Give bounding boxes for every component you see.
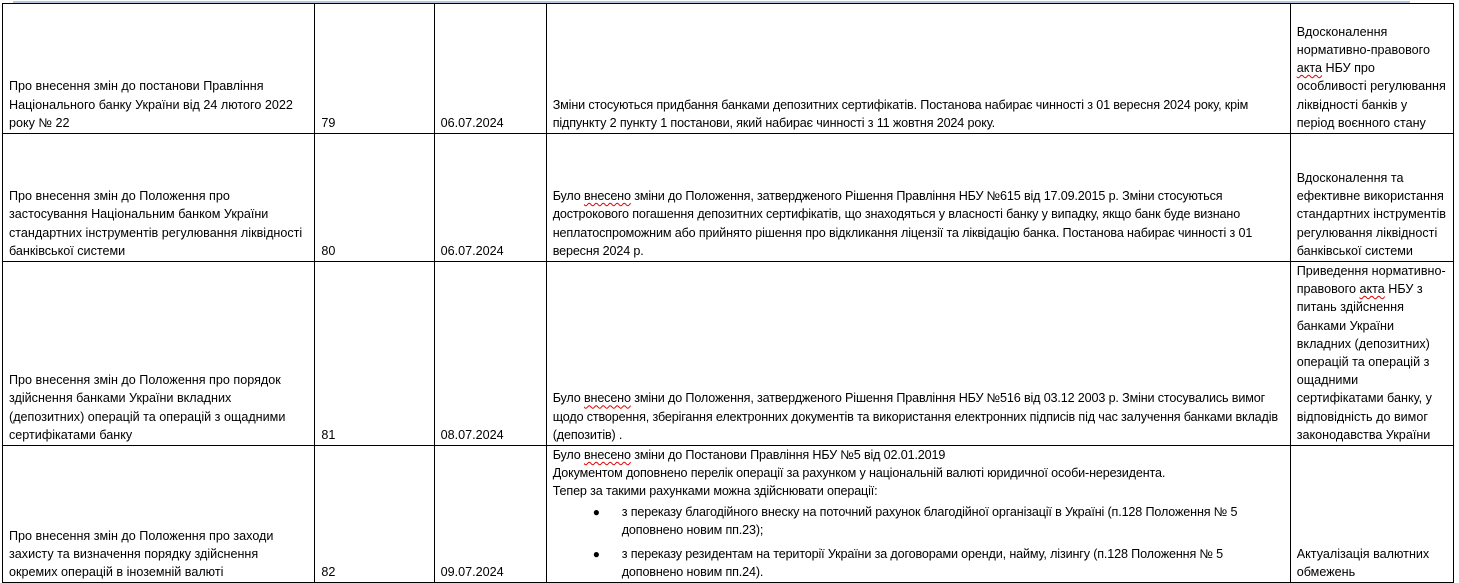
regulation-goal <box>1290 4 1453 134</box>
description-text: Було <box>552 189 584 204</box>
description-line <box>553 446 1284 464</box>
spellcheck-flagged-word[interactable]: внесено <box>583 189 631 204</box>
regulation-goal <box>1290 262 1453 446</box>
regulations-table <box>2 3 1454 583</box>
description-text: зміни до Положення, затвердженого Рішення Правління НБУ №516 від 03.12 2003 р. Зміни стосувались вимог щодо створення, зберігання електронних документів та використання електронних підписів під час залучення банками вкладів (депозитів) . <box>552 391 1278 442</box>
regulation-date: 09.07.2024 <box>434 446 546 583</box>
list-item <box>553 545 1284 581</box>
regulation-number: 82 <box>315 446 434 583</box>
goal-text: НБУ з питань здійснення банками України вкладних (депозитних) операцій та операцій з ощадними сертифікатами банку, у відповідність до вимог законодавства України <box>1296 282 1432 442</box>
list-item-text: з переказу благодійного внеску на поточний рахунок благодійної організації в Україні (п.128 Положення № 5 доповнено новим пп.23); <box>621 504 1238 537</box>
regulation-title: Про внесення змін до постанови Правління Національного банку України від 24 лютого 2022 року № 22 <box>3 4 315 134</box>
spellcheck-flagged-word[interactable]: внесено <box>583 391 631 406</box>
spellcheck-flagged-word[interactable]: внесено <box>583 448 631 463</box>
table-row <box>3 446 1454 583</box>
regulation-description: Зміни стосуються придбання банками депозитних сертифікатів. Постанова набирає чинності з 01 вересня 2024 року, крім підпункту 2 пункту 1 постанови, який набирає чинності з 11 жовтня 2024 року. <box>546 4 1290 134</box>
regulation-title: Про внесення змін до Положення про порядок здійснення банками України вкладних (депозитних) операцій та операцій з ощадними сертифікатами банку <box>3 262 315 446</box>
list-item-text: з переказу резидентам на території України за договорами оренди, найму, лізингу (п.128 Положення № 5 доповнено новим пп.24). <box>621 547 1224 580</box>
regulation-date: 06.07.2024 <box>434 134 546 262</box>
goal-text: Вдосконалення нормативно-правового <box>1296 24 1430 57</box>
description-text: зміни до Постанови Правління НБУ №5 від 02.01.2019 <box>630 448 946 463</box>
regulation-goal: Вдосконалення та ефективне використання стандартних інструментів регулювання ліквідності банківської системи <box>1290 134 1453 262</box>
regulation-date: 06.07.2024 <box>434 4 546 134</box>
description-text: Було <box>552 391 584 406</box>
table-row <box>3 134 1454 262</box>
description-line: Тепер за такими рахунками можна здійснювати операції: <box>552 484 878 499</box>
regulation-description <box>546 262 1290 446</box>
regulation-description <box>546 446 1290 583</box>
description-line: Документом доповнено перелік операції за рахунком у національній валюті юридичної особи-нерезидента. <box>552 466 1166 481</box>
regulation-number: 79 <box>315 4 434 134</box>
regulation-date: 08.07.2024 <box>434 262 546 446</box>
regulation-title: Про внесення змін до Положення про застосування Національним банком України стандартних інструментів регулювання ліквідності банківської системи <box>3 134 315 262</box>
list-item <box>553 503 1284 539</box>
regulation-title: Про внесення змін до Положення про заходи захисту та визначення порядку здійснення окремих операцій в іноземній валюті <box>3 446 315 583</box>
spellcheck-flagged-word[interactable]: акта <box>1296 61 1323 76</box>
regulation-number: 81 <box>315 262 434 446</box>
regulation-number: 80 <box>315 134 434 262</box>
regulation-goal: Актуалізація валютних обмежень <box>1290 446 1453 583</box>
description-text: Було <box>552 448 584 463</box>
description-text: зміни до Положення, затвердженого Рішення Правління НБУ №615 від 17.09.2015 р. Зміни стосуються дострокового погашення депозитних сертифікатів, що знаходяться у власності банку у випадку, якщо банк буде визнано неплатоспроможним або прийнято рішення про відкликання ліцензії та ліквідацію банка. Постанова набирає чинності з 01 вересня 2024 р. <box>552 189 1253 258</box>
operations-list <box>553 503 1284 582</box>
spellcheck-flagged-word[interactable]: акта <box>1359 282 1385 297</box>
regulation-description <box>546 134 1290 262</box>
goal-text: НБУ про особливості регулювання ліквідності банків у період воєнного стану <box>1296 61 1446 130</box>
bullet-icon: ● <box>592 504 600 519</box>
table-row <box>3 262 1454 446</box>
goal-text: Приведення нормативно-правового <box>1296 264 1446 297</box>
bullet-icon: ● <box>592 547 600 562</box>
table-row <box>3 4 1454 134</box>
